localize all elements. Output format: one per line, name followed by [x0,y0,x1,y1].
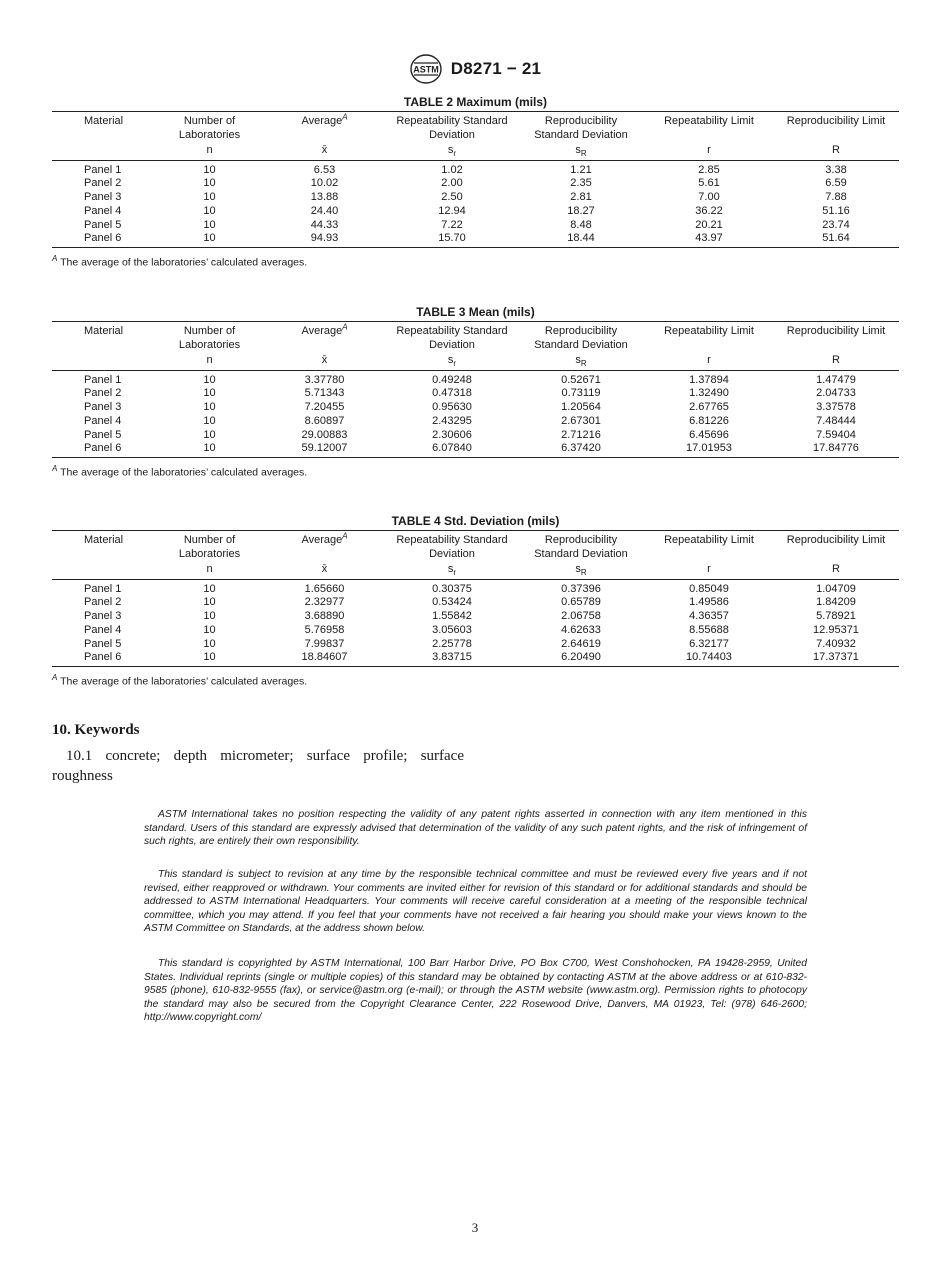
table-cell: 0.73119 [561,387,601,400]
table-footnote: $^A$ The average of the laboratories’ calculated averages. [52,254,308,269]
table-cell: 3.37578 [816,401,856,414]
table-cell: 6.59 [825,177,847,190]
table-cell: 20.21 [695,218,723,231]
table-cell: 0.85049 [689,582,729,595]
table-cell: Panel 6 [52,651,157,666]
table-cell: Panel 2 [84,177,122,190]
col-material: Material [52,322,157,354]
table-cell: 17.84776 [773,442,899,457]
table-cell: 10 [157,232,262,247]
table-row [52,205,899,219]
table-cell: 13.88 [310,191,339,204]
table-cell: Panel 2 [84,387,122,400]
table-cell: 2.25778 [432,637,472,650]
col-repeat-limit: Repeatability Limit [645,112,773,144]
table-cell: Panel 1 [84,163,122,176]
table-cell: 59.12007 [262,442,387,457]
table-title: TABLE 4 Std. Deviation (mils) [391,514,560,528]
table-cell: 2.71216 [561,428,601,441]
table-row [52,177,899,191]
table-row [52,370,899,387]
document-number: D8271 − 21 [450,59,542,78]
table-cell: 18.44 [517,232,645,247]
table-cell: Panel 4 [84,204,122,217]
table-row [52,401,899,415]
table-cell: 2.43295 [432,414,472,427]
table-cell: 24.40 [310,204,339,217]
table-cell: 6.07840 [387,442,517,457]
table-row [52,191,899,205]
table-cell: 1.20564 [561,401,601,414]
table-row [52,429,899,443]
col-reprod-sd: Reproducibility Standard Deviation [517,322,645,354]
table-cell: 2.06758 [561,610,601,623]
table-cell: 0.65789 [561,596,601,609]
table-row [52,415,899,429]
table-cell: 2.64619 [561,637,601,650]
table-title: TABLE 3 Mean (mils) [416,305,535,319]
table-cell: 10 [203,428,216,441]
table-body [52,160,899,248]
table-cell: 2.50 [441,191,463,204]
table-cell: 1.84209 [816,596,856,609]
table-cell: 23.74 [822,218,850,231]
table-cell: 3.38 [825,163,847,176]
table-cell: 44.33 [310,218,339,231]
table-cell: 2.67765 [689,401,729,414]
table-cell: 4.62633 [561,623,601,636]
legal-patent-notice: ASTM International takes no position respecting the validity of any patent rights asserted in connection with any item mentioned in this standard. Users of this standard are expressly advised that determination of the validity of any such patent rights, and the risk of infringement of such rights, are entirely their own responsibility. [144,809,807,847]
legal-copyright-notice: This standard is copyrighted by ASTM International, 100 Barr Harbor Drive, PO Box C700, West Conshohocken, PA 19428-2959, United States. Individual reprints (single or multiple copies) of this standard may be obtained by contacting ASTM at the above address or at 610-832-9585 (phone), 610-832-9555 (fax), or service@astm.org (e-mail); or through the ASTM website (www.astm.org). Permission rights to photocopy the standard may also be secured from the Copyright Clearance Center, 222 Rosewood Drive, Danvers, MA 01923, Tel: (978) 646-2600; http://www.copyright.com/ [144,958,807,1023]
table-cell: Panel 6 [52,442,157,457]
table-footnote: $^A$ The average of the laboratories’ calculated averages. [52,673,308,688]
table-footnote: $^A$ The average of the laboratories’ calculated averages. [52,464,308,479]
svg-text:ASTM: ASTM [413,64,439,75]
table-cell: 1.21 [570,163,592,176]
table-cell: 1.37894 [689,373,729,386]
table-cell: 7.88 [825,191,847,204]
astm-logo [409,53,443,85]
table-title: TABLE 2 Maximum (mils) [403,95,548,109]
table-cell: Panel 5 [84,218,122,231]
table-cell: 10 [157,442,262,457]
header-row [52,531,899,563]
table-cell: 6.32177 [689,637,729,650]
table-cell: 29.00883 [301,428,348,441]
header-row [52,112,899,144]
table-cell: Panel 5 [84,637,122,650]
col-repeat-sd: Repeatability Standard Deviation [387,531,517,563]
col-material: Material [52,531,157,563]
table-cell: Panel 3 [84,191,122,204]
table-cell: 1.02 [441,163,463,176]
section-heading-keywords: 10. Keywords [52,722,140,738]
header-row [52,322,899,354]
table-row [52,610,899,624]
table-cell: 10.74403 [645,651,773,666]
col-num-labs: Number of Laboratories [157,531,262,563]
col-reprod-sd: Reproducibility Standard Deviation [517,112,645,144]
col-repeat-limit: Repeatability Limit [645,322,773,354]
table-cell: 5.78921 [816,610,856,623]
table-cell: 1.04709 [816,582,856,595]
table-cell: 7.22 [441,218,463,231]
page-header [0,52,950,86]
table-cell: 1.47479 [816,373,856,386]
table-cell: 3.05603 [432,623,472,636]
table-cell: 12.94 [438,204,466,217]
col-average: Average$^A$ [262,112,387,144]
table-cell: 10 [157,651,262,666]
col-material: Material [52,112,157,144]
table-cell: 10 [203,582,216,595]
table-row [52,232,899,247]
table-cell: 6.45696 [689,428,729,441]
table-cell: 0.49248 [432,373,472,386]
table-cell: 10 [203,401,216,414]
table-cell: Panel 5 [84,428,122,441]
col-num-labs: Number of Laboratories [157,112,262,144]
table-body [52,579,899,667]
col-reprod-limit: Reproducibility Limit [773,322,899,354]
table-cell: 0.95630 [432,401,472,414]
table-cell: 5.76958 [304,623,345,636]
table-cell: 1.65660 [304,582,345,595]
table-row [52,596,899,610]
symbol-row: n x̄ $s_r$ $s_R$ r R [52,143,899,160]
table-cell: 6.53 [313,163,336,176]
table-cell: 51.64 [773,232,899,247]
legal-revision-notice: This standard is subject to revision at any time by the responsible technical committee and must be reviewed every five years and if not revised, either reapproved or withdrawn. Your comments are invited either for revision of this standard or for additional standards and should be addressed to ASTM International Headquarters. Your comments will receive careful consideration at a meeting of the responsible technical committee, which you may attend. If you feel that your comments have not received a fair hearing you should make your views known to the ASTM Committee on Standards, at the address shown below. [144,869,807,934]
symbol-row: n x̄ $s_r$ $s_R$ r R [52,353,899,370]
table-cell: 5.71343 [304,387,345,400]
page-number: 3 [471,1220,479,1235]
table-cell: 7.40932 [816,637,856,650]
table-cell: 10.02 [310,177,339,190]
table-4-block [52,513,899,689]
table-cell: 3.37780 [304,373,345,386]
table-cell: 1.32490 [689,387,729,400]
table-cell: Panel 4 [84,623,122,636]
col-average: Average$^A$ [262,322,387,354]
table-cell: 10 [203,623,216,636]
table-cell: 18.27 [567,204,595,217]
col-reprod-limit: Reproducibility Limit [773,112,899,144]
table-row [52,160,899,177]
table-mean [52,321,899,458]
symbol-row: n x̄ $s_r$ $s_R$ r R [52,562,899,579]
table-row [52,219,899,233]
col-repeat-sd: Repeatability Standard Deviation [387,112,517,144]
table-cell: 10 [203,191,216,204]
table-cell: 6.81226 [689,414,729,427]
table-row [52,651,899,666]
col-reprod-limit: Reproducibility Limit [773,531,899,563]
table-cell: 8.48 [570,218,592,231]
table-cell: 1.55842 [432,610,472,623]
table-row [52,624,899,638]
table-cell: 7.59404 [816,428,856,441]
table-cell: 17.37371 [773,651,899,666]
table-row [52,579,899,596]
table-cell: 0.53424 [432,596,472,609]
table-cell: 2.32977 [304,596,345,609]
table-cell: 10 [203,610,216,623]
table-3-block [52,304,899,480]
table-cell: Panel 1 [84,373,122,386]
table-cell: 10 [203,373,216,386]
table-cell: 7.20455 [304,401,345,414]
table-cell: Panel 1 [84,582,122,595]
table-row [52,387,899,401]
table-cell: 3.83715 [387,651,517,666]
table-cell: 10 [203,218,216,231]
table-cell: 0.30375 [432,582,472,595]
table-cell: 7.00 [698,191,720,204]
table-cell: 8.60897 [304,414,345,427]
keywords-paragraph: 10.1 concrete; depth micrometer; surface profile; surface roughness [52,748,464,784]
table-cell: 2.00 [441,177,463,190]
table-cell: Panel 3 [84,610,122,623]
table-cell: 10 [203,204,216,217]
table-cell: 10 [203,163,216,176]
table-cell: 2.35 [570,177,592,190]
table-cell: 0.52671 [561,373,601,386]
table-row [52,638,899,652]
table-cell: 5.61 [698,177,720,190]
col-num-labs: Number of Laboratories [157,322,262,354]
col-repeat-limit: Repeatability Limit [645,531,773,563]
table-cell: 94.93 [262,232,387,247]
table-cell: 10 [203,414,216,427]
table-cell: 18.84607 [262,651,387,666]
table-cell: 7.48444 [816,414,856,427]
table-std-deviation [52,530,899,667]
table-cell: 12.95371 [813,623,859,636]
table-cell: 2.81 [570,191,592,204]
table-cell: 51.16 [822,204,850,217]
col-repeat-sd: Repeatability Standard Deviation [387,322,517,354]
table-cell: 10 [203,637,216,650]
table-cell: 0.37396 [561,582,601,595]
table-cell: 2.04733 [816,387,856,400]
table-cell: 4.36357 [689,610,729,623]
table-cell: Panel 6 [52,232,157,247]
table-cell: 2.67301 [561,414,601,427]
table-cell: 10 [203,387,216,400]
table-cell: 6.20490 [517,651,645,666]
table-cell: 2.85 [698,163,720,176]
table-cell: Panel 3 [84,401,122,414]
table-cell: 2.30606 [432,428,472,441]
table-cell: 36.22 [695,204,723,217]
table-row [52,442,899,457]
table-cell: 10 [203,596,216,609]
table-cell: Panel 4 [84,414,122,427]
table-cell: 0.47318 [432,387,472,400]
col-reprod-sd: Reproducibility Standard Deviation [517,531,645,563]
table-cell: 3.68890 [304,610,345,623]
table-cell: 8.55688 [689,623,729,636]
col-average: Average$^A$ [262,531,387,563]
table-2-block [52,94,899,270]
table-cell: 7.99837 [304,637,345,650]
table-cell: 6.37420 [517,442,645,457]
table-cell: 1.49586 [689,596,729,609]
table-cell: Panel 2 [84,596,122,609]
table-cell: 15.70 [387,232,517,247]
table-body [52,370,899,458]
table-cell: 17.01953 [645,442,773,457]
table-cell: 43.97 [645,232,773,247]
table-cell: 10 [203,177,216,190]
table-maximum [52,111,899,248]
